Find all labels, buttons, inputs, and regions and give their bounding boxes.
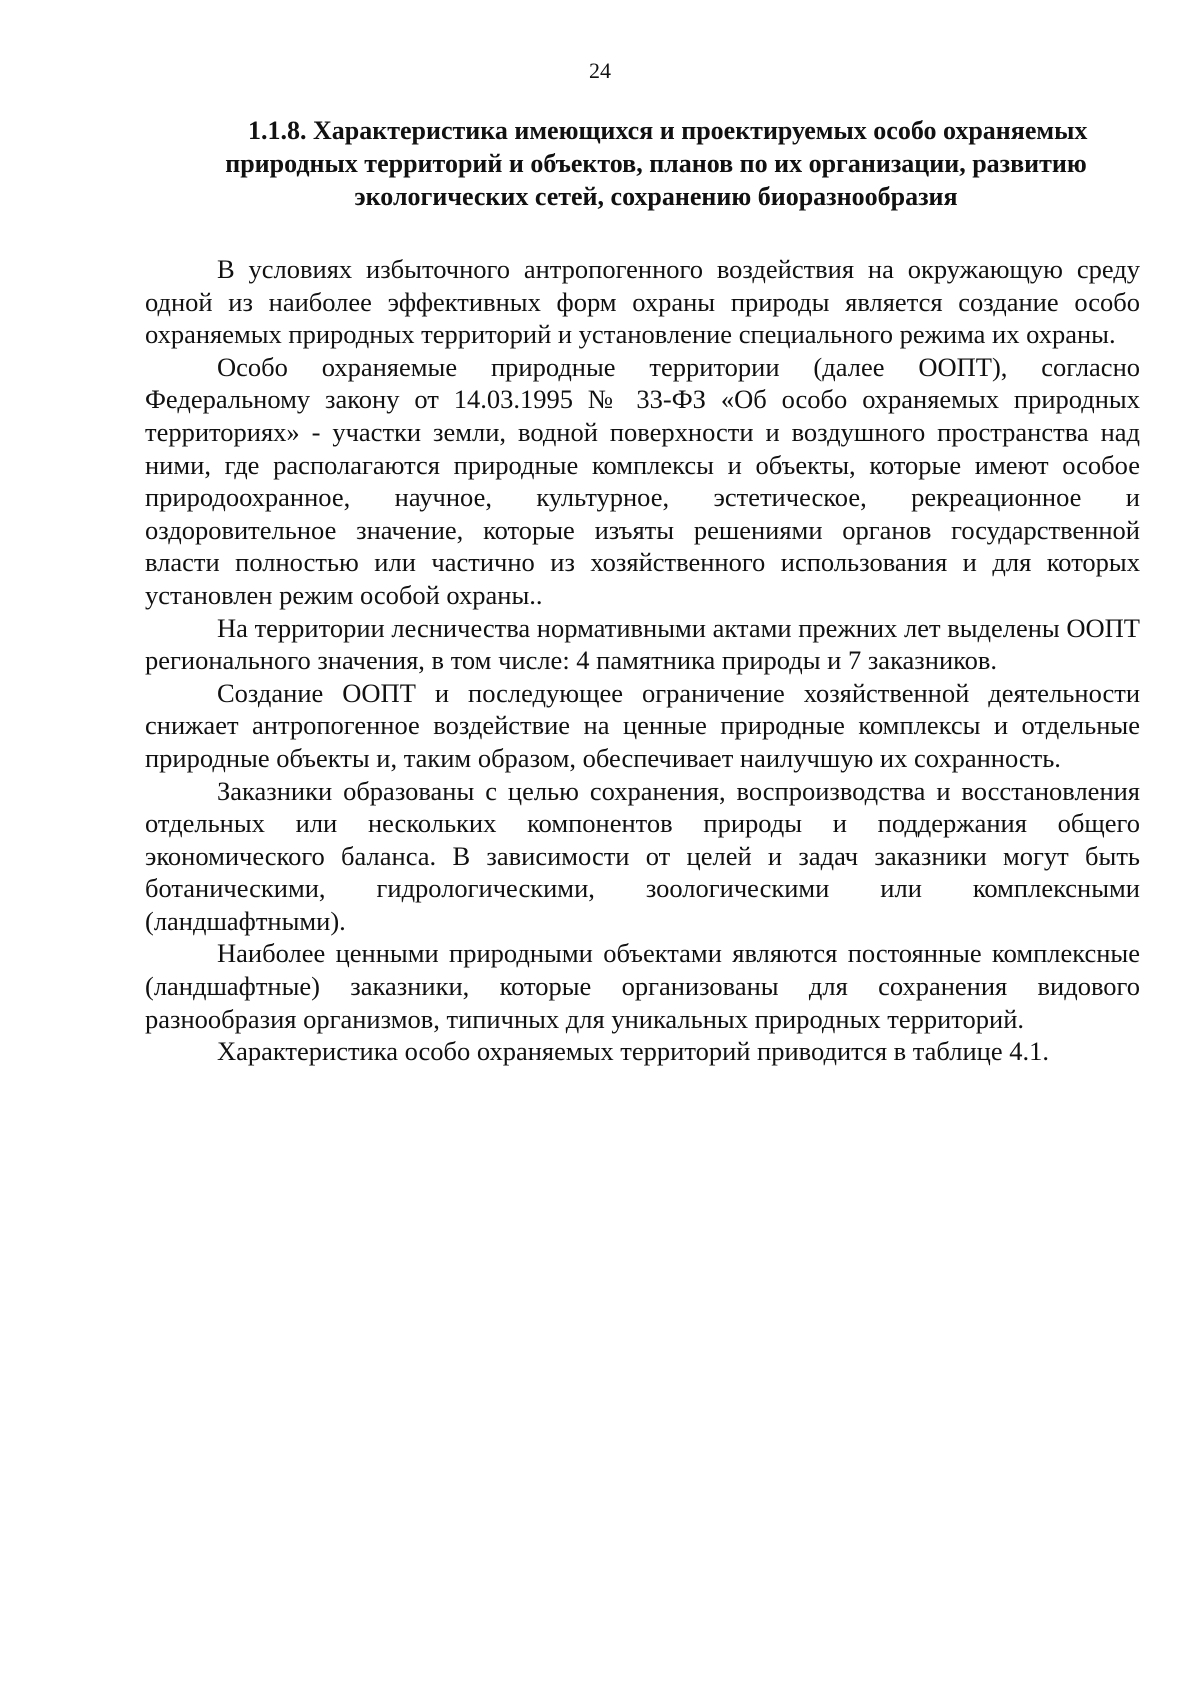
paragraph: Заказники образованы с целью сохранения, воспроизводства и восстановления отдельных или нескольких компонентов природы и поддержания общего экономического баланса. В зависимости от целей и задач заказники могут быть ботаническими, гидрологическими, зоологическими или комплексными (ландшафтными). — [145, 775, 1140, 936]
section-heading — [172, 114, 1140, 213]
paragraph: Наиболее ценными природными объектами являются постоянные комплексные (ландшафтные) заказники, которые организованы для сохранения видового разнообразия организмов, типичных для уникальных природных территорий. — [145, 938, 1140, 1034]
paragraph: На территории лесничества нормативными актами прежних лет выделены ООПТ регионального значения, в том числе: 4 памятника природы и 7 заказников. — [145, 612, 1140, 676]
page-number: 24 — [589, 58, 611, 83]
heading-line-1: 1.1.8. Характеристика имеющихся и проектируемых особо охраняемых — [248, 116, 1088, 145]
paragraph: Характеристика особо охраняемых территорий приводится в таблице 4.1. — [217, 1036, 1049, 1067]
paragraph: Особо охраняемые природные территории (далее ООПТ), согласно Федеральному закону от 14.03.1995 № 33-ФЗ «Об особо охраняемых природных территориях» - участки земли, водной поверхности и воздушного пространства над ними, где располагаются природные комплексы и объекты, которые имеют особое природоохранное, научное, культурное, эстетическое, рекреационное и оздоровительное значение, которые изъяты решениями органов государственной власти полностью или частично из хозяйственного использования и для которых установлен режим особой охраны.. — [145, 351, 1140, 610]
paragraph: Создание ООПТ и последующее ограничение хозяйственной деятельности снижает антропогенное воздействие на ценные природные комплексы и отдельные природные объекты и, таким образом, обеспечивает наилучшую их сохранность. — [145, 677, 1140, 773]
heading-line-3: экологических сетей, сохранению биоразнообразия — [354, 182, 958, 211]
body-text — [145, 253, 1140, 1068]
heading-line-2: природных территорий и объектов, планов по их организации, развитию — [225, 149, 1087, 178]
paragraph: В условиях избыточного антропогенного воздействия на окружающую среду одной из наиболее эффективных форм охраны природы является создание особо охраняемых природных территорий и установление специального режима их охраны. — [145, 254, 1140, 350]
